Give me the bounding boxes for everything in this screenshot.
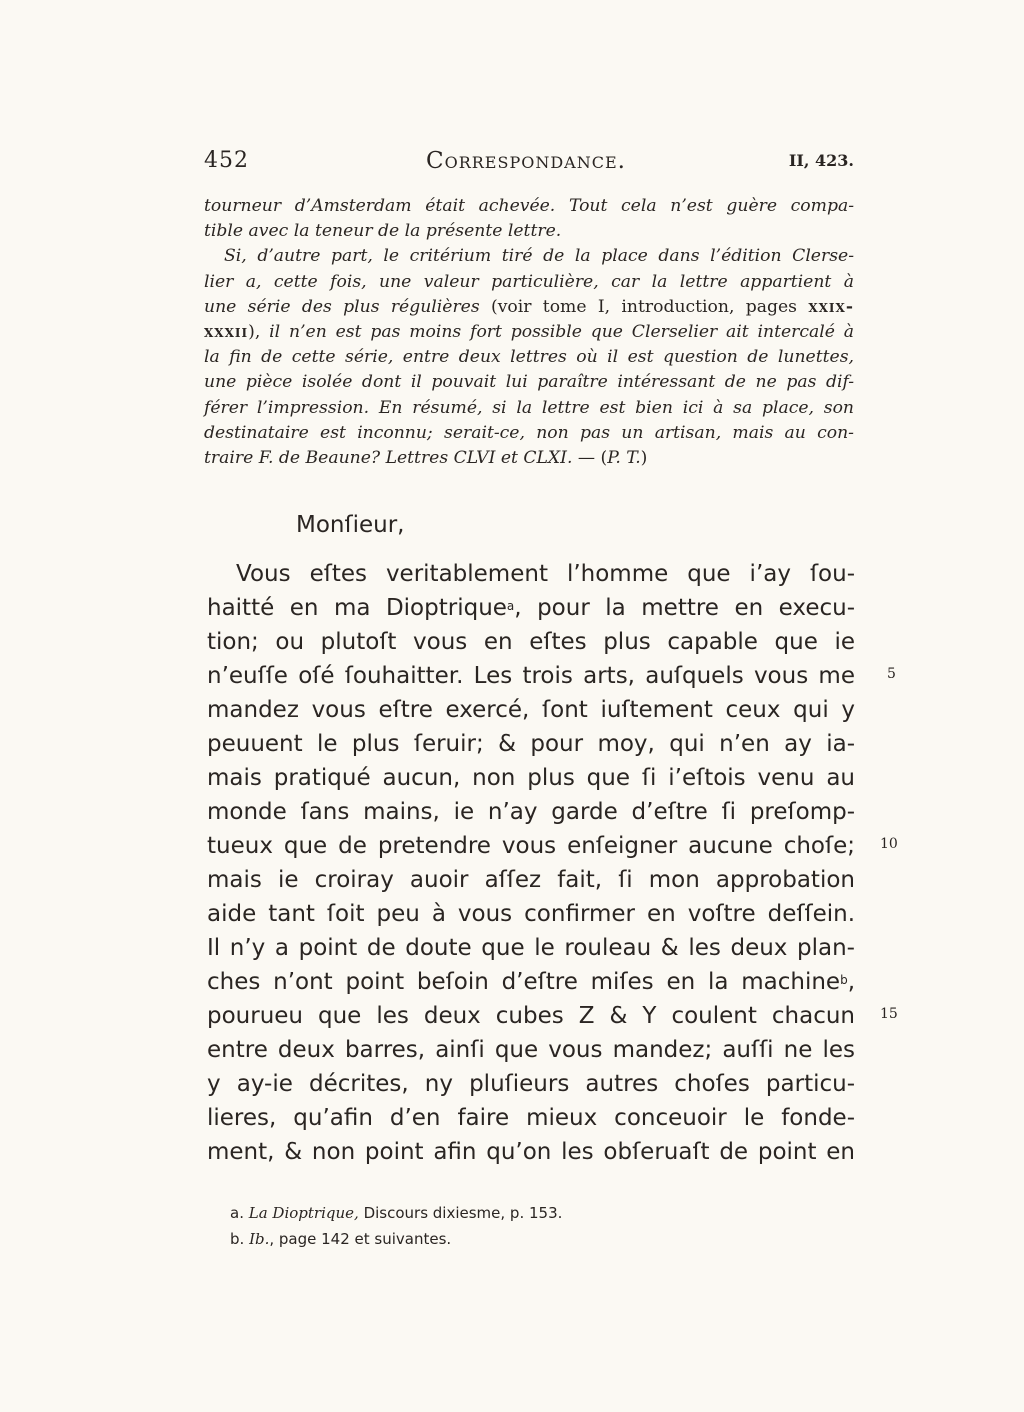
note-italic: il n’en est pas moins fort possible que Clerselier ait intercalé à <box>269 322 854 343</box>
running-title: Correspondance. <box>426 148 626 174</box>
body-line: mais ie croiray auoir aſſez fait, ſi mon approbation <box>207 867 855 893</box>
body-text-segment: , <box>847 969 855 995</box>
page-number: 452 <box>204 148 249 173</box>
body-line: lieres, qu’afin d’en faire mieux conceuoir le fonde- <box>207 1105 855 1131</box>
note-italic: une série des plus régulières <box>204 296 480 317</box>
line-number: 10 <box>880 836 898 852</box>
note-roman-numeral: xxxii <box>204 322 249 343</box>
body-line: ment, & non point afin qu’on les obſeruaſt de point en <box>207 1139 855 1165</box>
body-text-segment: ches n’ont point beſoin d’eſtre miſes en la machine <box>207 969 841 995</box>
note-line: férer l’impression. En résumé, si la lettre est bien ici à sa place, son <box>204 397 854 418</box>
note-roman-numeral: xxix- <box>808 296 854 317</box>
line-number: 5 <box>887 666 896 682</box>
note-line: destinataire est inconnu; serait-ce, non pas un artisan, mais au con- <box>204 422 854 443</box>
body-line: peuuent le plus ſeruir; & pour moy, qui n’en ay ia- <box>207 731 855 757</box>
note-line <box>204 320 854 345</box>
body-line: Vous eſtes veritablement l’homme que i’ay ſou- <box>236 561 855 587</box>
body-line <box>207 591 855 625</box>
body-line: aide tant ſoit peu à vous confirmer en voſtre deſſein. <box>207 901 855 927</box>
body-line <box>207 965 855 999</box>
letter-body <box>207 557 855 1169</box>
body-line: n’euſſe oſé ſouhaitter. Les trois arts, auſquels vous me <box>207 663 855 689</box>
footnotes <box>230 1200 562 1252</box>
note-line <box>204 295 854 320</box>
body-line: tueux que de pretendre vous enſeigner aucune choſe; <box>207 833 855 859</box>
body-text-segment: , pour la mettre en execu- <box>514 595 855 621</box>
note-line: la fin de cette série, entre deux lettres où il est question de lunettes, <box>204 347 854 368</box>
footnote-b <box>230 1226 562 1252</box>
footnote-title: Ib. <box>249 1230 270 1248</box>
note-paren: ) <box>640 448 648 469</box>
note-roman: ), <box>248 322 270 343</box>
footnote-title: La Dioptrique, <box>248 1204 359 1222</box>
footnote-text: , page 142 et suivantes. <box>269 1230 452 1248</box>
note-line: tourneur d’Amsterdam était achevée. Tout cela n’est guère compa- <box>204 196 854 216</box>
body-line: mandez vous eſtre exercé, ſont iuſtement ceux qui y <box>207 697 855 723</box>
note-line: tible avec la teneur de la présente lettre. <box>204 221 562 242</box>
line-number: 15 <box>880 1006 898 1022</box>
body-line: mais pratiqué aucun, non plus que ſi i’eſtois venu au <box>207 765 855 791</box>
footnote-marker-a: a <box>506 599 515 613</box>
footnote-marker-b: b <box>840 973 848 987</box>
body-line: entre deux barres, ainſi que vous mandez; auſſi ne les <box>207 1037 855 1063</box>
editor-note <box>204 194 854 471</box>
note-line: Si, d’autre part, le critérium tiré de la place dans l’édition Clerse- <box>224 246 854 267</box>
body-line: pourueu que les deux cubes Z & Y coulent chacun <box>207 1003 855 1029</box>
running-header <box>204 148 854 182</box>
note-line <box>204 446 854 471</box>
body-text-segment: haitté en ma Dioptrique <box>207 595 507 621</box>
note-roman: (voir tome I, introduction, pages <box>479 296 809 317</box>
footnote-label: a. <box>230 1204 244 1222</box>
salutation: Monſieur, <box>296 512 405 538</box>
note-italic: traire F. de Beaune? Lettres CLVI et CLXI. — <box>204 448 601 469</box>
volume-reference: II, 423. <box>788 151 854 170</box>
footnote-a <box>230 1200 562 1226</box>
body-line: y ay-ie décrites, ny pluſieurs autres choſes particu- <box>207 1071 855 1097</box>
note-initials: P. T. <box>607 448 641 469</box>
note-paren: ( <box>600 448 608 469</box>
body-line: tion; ou plutoſt vous en eſtes plus capable que ie <box>207 629 855 655</box>
footnote-text: Discours dixiesme, p. 153. <box>358 1204 563 1222</box>
body-line: monde ſans mains, ie n’ay garde d’eſtre ſi preſomp- <box>207 799 855 825</box>
note-line: une pièce isolée dont il pouvait lui paraître intéressant de ne pas dif- <box>204 372 854 393</box>
footnote-label: b. <box>230 1230 245 1248</box>
body-line: Il n’y a point de doute que le rouleau & les deux plan- <box>207 935 855 961</box>
note-line: lier a, cette fois, une valeur particulière, car la lettre appartient à <box>204 271 854 292</box>
